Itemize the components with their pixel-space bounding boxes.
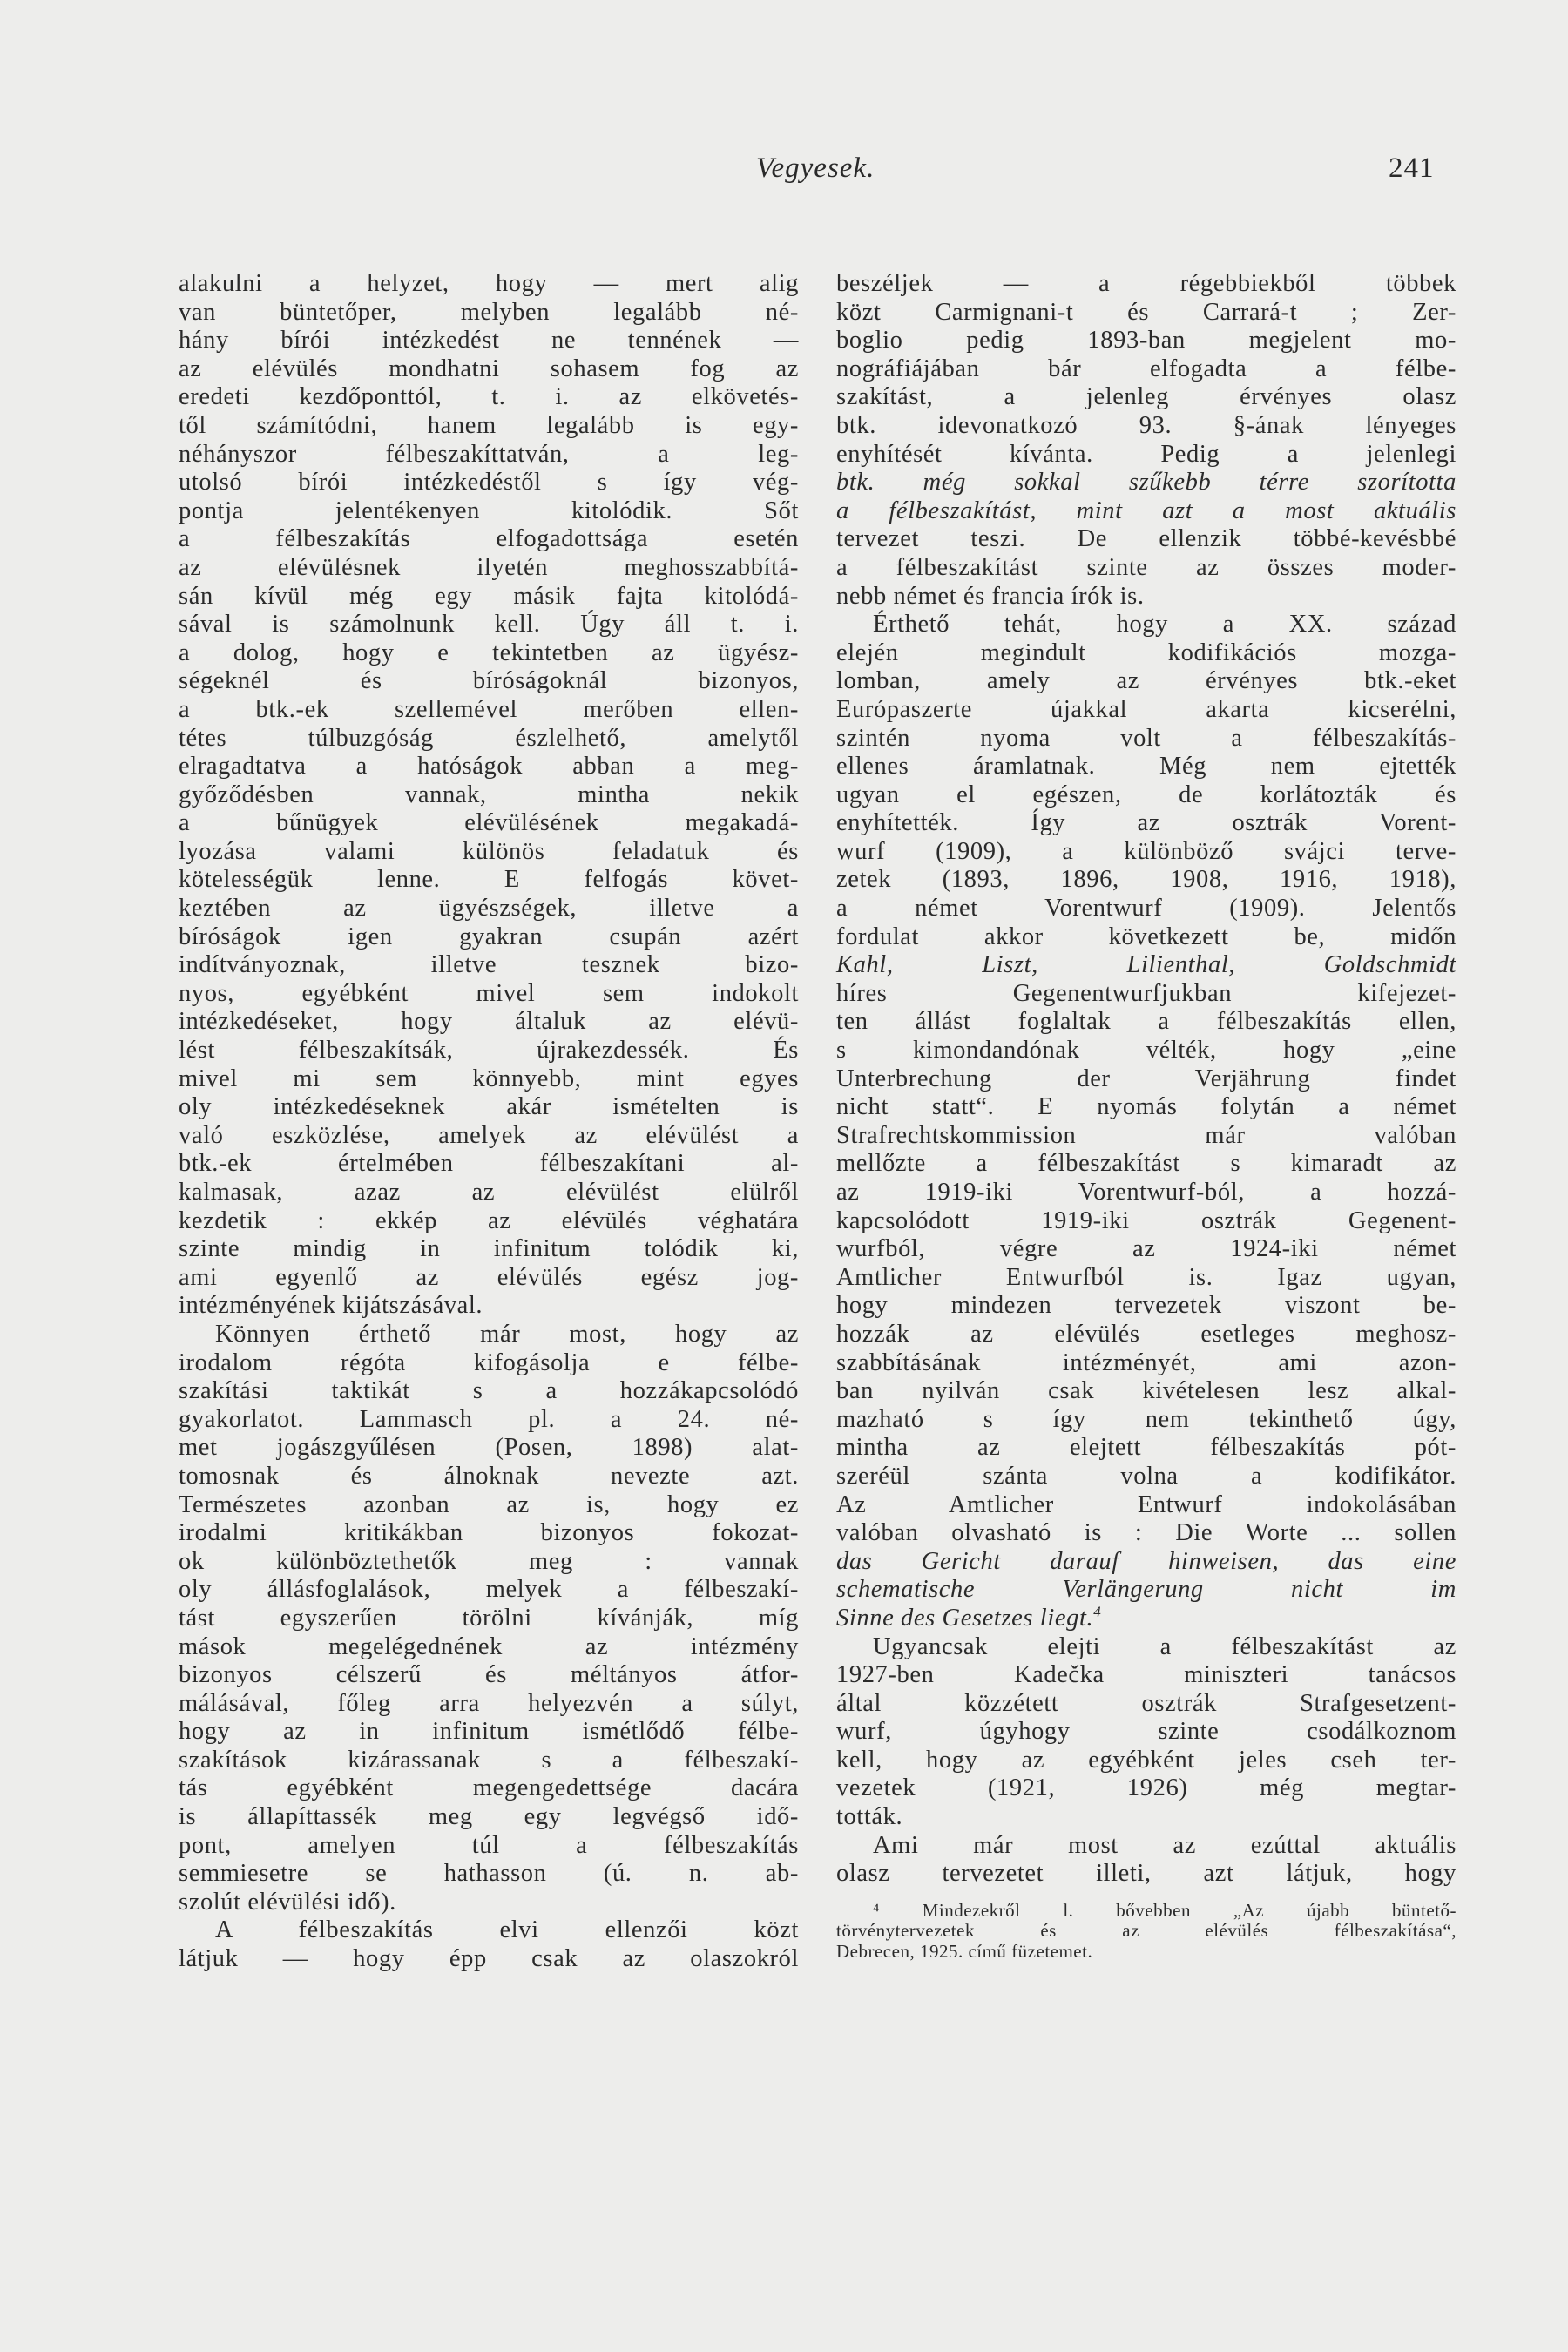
- text-line: indítványoznak, illetve tesznek bizo-: [179, 951, 799, 979]
- text-line: fordulat akkor következett be, midőn: [836, 923, 1456, 950]
- text-line-italic: [836, 1605, 1456, 1633]
- text-line-italic: das Gericht darauf hinweisen, das eine: [836, 1547, 1456, 1575]
- text-line: a bűnügyek elévülésének megakadá-: [179, 809, 799, 837]
- text-line: tás egyébként megengedettsége dacára: [179, 1774, 799, 1802]
- running-title: Vegyesek.: [756, 152, 875, 184]
- text-line: tétes túlbuzgóság észlelhető, amelytől: [179, 724, 799, 752]
- text-line: enyhítették. Így az osztrák Vorent-: [836, 809, 1456, 837]
- text-line: olasz tervezetet illeti, azt látjuk, hogy: [836, 1860, 1456, 1888]
- text-line: bíróságok igen gyakran csupán azért: [179, 923, 799, 950]
- text-line: a dolog, hogy e tekintetben az ügyész-: [179, 639, 799, 666]
- text-line: málásával, főleg arra helyezvén a súlyt,: [179, 1689, 799, 1717]
- footnote-line: ⁴ Mindezekről l. bővebben „Az újabb büntető-: [873, 1899, 1456, 1921]
- text-line: zetek (1893, 1896, 1908, 1916, 1918),: [836, 866, 1456, 894]
- text-line: a btk.-ek szellemével merőben ellen-: [179, 695, 799, 723]
- text-line: az elévülésnek ilyetén meghosszabbítá-: [179, 553, 799, 581]
- text-line: mellőzte a félbeszakítást s kimaradt az: [836, 1150, 1456, 1178]
- text-line: mivel mi sem könnyebb, mint egyes: [179, 1064, 799, 1092]
- text-line: hogy az in infinitum ismétlődő félbe-: [179, 1718, 799, 1746]
- text-line: szakítást, a jelenleg érvényes olasz: [836, 383, 1456, 411]
- text-line: által közzétett osztrák Strafgesetzent-: [836, 1689, 1456, 1717]
- text-line: vezetek (1921, 1926) még megtar-: [836, 1774, 1456, 1802]
- text-line: keztében az ügyészségek, illetve a: [179, 895, 799, 923]
- text-line: intézményének kijátszásával.: [179, 1292, 483, 1320]
- text-line: hozzák az elévülés esetleges meghosz-: [836, 1320, 1456, 1348]
- text-line: elragadtatva a hatóságok abban a meg-: [179, 753, 799, 781]
- text-line: a félbeszakítást szinte az összes moder-: [836, 553, 1456, 581]
- text-line: is állapíttassék meg egy legvégső idő-: [179, 1803, 799, 1831]
- text-line: szinte mindig in infinitum tolódik ki,: [179, 1235, 799, 1263]
- text-line: a félbeszakítás elfogadottsága esetén: [179, 525, 799, 553]
- text-line: btk. idevonatkozó 93. §-ának lényeges: [836, 411, 1456, 439]
- text-line: Ami már most az ezúttal aktuális: [873, 1831, 1456, 1859]
- text-line: hány bírói intézkedést ne tennének —: [179, 327, 799, 355]
- text-line: semmiesetre se hathasson (ú. n. ab-: [179, 1860, 799, 1888]
- text-line: eredeti kezdőponttól, t. i. az elkövetés-: [179, 383, 799, 411]
- text-line: lést félbeszakítsák, újrakezdessék. És: [179, 1037, 799, 1064]
- text-line: boglio pedig 1893-ban megjelent mo-: [836, 327, 1456, 355]
- text-line: látjuk — hogy épp csak az olaszokról: [179, 1945, 799, 1973]
- text-line: ok különböztethetők meg : vannak: [179, 1547, 799, 1575]
- text-line: wurf, úgyhogy szinte csodálkoznom: [836, 1718, 1456, 1746]
- text-line: hogy mindezen tervezetek viszont be-: [836, 1292, 1456, 1320]
- text-line: wurfból, végre az 1924-iki német: [836, 1235, 1456, 1263]
- text-line: kezdetik : ekkép az elévülés véghatára: [179, 1206, 799, 1234]
- text-line: van büntetőper, melyben legalább né-: [179, 298, 799, 326]
- text-line: intézkedéseket, hogy általuk az elévü-: [179, 1008, 799, 1036]
- text-line: sán kívül még egy másik fajta kitolódá-: [179, 582, 799, 610]
- left-text-column: [179, 270, 799, 1974]
- text-line: ten állást foglaltak a félbeszakítás ellen,: [836, 1008, 1456, 1036]
- text-line: Könnyen érthető már most, hogy az: [215, 1320, 799, 1348]
- text-line: 1927-ben Kadečka miniszteri tanácsos: [836, 1661, 1456, 1689]
- text-line: Amtlicher Entwurfból is. Igaz ugyan,: [836, 1263, 1456, 1291]
- text-line: Érthető tehát, hogy a XX. század: [873, 611, 1456, 639]
- text-line: híres Gegenentwurfjukban kifejezet-: [836, 979, 1456, 1007]
- text-line: mintha az elejtett félbeszakítás pót-: [836, 1434, 1456, 1462]
- text-line: met jogászgyűlésen (Posen, 1898) alat-: [179, 1434, 799, 1462]
- text-line: elején megindult kodifikációs mozga-: [836, 639, 1456, 666]
- footnote-line: Debrecen, 1925. című füzetemet.: [836, 1940, 1093, 1962]
- text-line: ami egyenlő az elévülés egész jog-: [179, 1263, 799, 1291]
- text-line: irodalom régóta kifogásolja e félbe-: [179, 1348, 799, 1376]
- text-line: ellenes áramlatnak. Még nem ejtették: [836, 753, 1456, 781]
- text-line: közt Carmignani-t és Carrará-t ; Zer-: [836, 298, 1456, 326]
- page-number: 241: [1389, 152, 1435, 184]
- footnote: [836, 1901, 1456, 1963]
- text-line: sával is számolnunk kell. Úgy áll t. i.: [179, 611, 799, 639]
- text-line: tervezet teszi. De ellenzik többé-kevésbbé: [836, 525, 1456, 553]
- text-line: szakítások kizárassanak s a félbeszakí-: [179, 1746, 799, 1774]
- text-line: beszéljek — a régebbiekből többek: [836, 270, 1456, 297]
- text-line: tották.: [836, 1803, 903, 1831]
- text-line: utolsó bírói intézkedéstől s így vég-: [179, 469, 799, 497]
- text-line: kapcsolódott 1919-iki osztrák Gegenent-: [836, 1206, 1456, 1234]
- text-line: ségeknél és bíróságoknál bizonyos,: [179, 667, 799, 695]
- text-line: lyozása valami különös feladatuk és: [179, 837, 799, 865]
- running-header: [0, 152, 1568, 196]
- text-line: nyos, egyébként mivel sem indokolt: [179, 979, 799, 1007]
- text-line: nicht statt“. E nyomás folytán a német: [836, 1093, 1456, 1121]
- text-line-italic: btk. még sokkal szűkebb térre szorította: [836, 469, 1456, 497]
- footnote-line: törvénytervezetek és az elévülés félbeszakítása“,: [836, 1920, 1456, 1942]
- text-line: wurf (1909), a különböző svájci terve-: [836, 837, 1456, 865]
- text-line: az elévülés mondhatni sohasem fog az: [179, 355, 799, 382]
- text-line: Unterbrechung der Verjährung findet: [836, 1064, 1456, 1092]
- text-line: tomosnak és álnoknak nevezte azt.: [179, 1462, 799, 1490]
- text-line: bizonyos célszerű és méltányos átfor-: [179, 1661, 799, 1689]
- text-line: alakulni a helyzet, hogy — mert alig: [179, 270, 799, 297]
- right-text-column: [836, 270, 1456, 1962]
- text-line: tást egyszerűen törölni kívánják, míg: [179, 1604, 799, 1632]
- text-line: kalmasak, azaz az elévülést elülről: [179, 1179, 799, 1206]
- text-line: A félbeszakítás elvi ellenzői közt: [215, 1916, 799, 1944]
- text-line: kötelességük lenne. E felfogás követ-: [179, 866, 799, 894]
- text-line: szolút elévülési idő).: [179, 1888, 396, 1916]
- text-line: szabbításának intézményét, ami azon-: [836, 1348, 1456, 1376]
- text-line: nográfiájában bár elfogadta a félbe-: [836, 355, 1456, 382]
- text-line-italic: a félbeszakítást, mint azt a most aktuális: [836, 497, 1456, 524]
- text-line: Természetes azonban az is, hogy ez: [179, 1490, 799, 1518]
- text-line: enyhítését kívánta. Pedig a jelenlegi: [836, 440, 1456, 468]
- text-line: való eszközlése, amelyek az elévülést a: [179, 1121, 799, 1149]
- text-fragment: Sinne des Gesetzes liegt.: [836, 1604, 1094, 1632]
- text-line: gyakorlatot. Lammasch pl. a 24. né-: [179, 1405, 799, 1433]
- text-line: irodalmi kritikákban bizonyos fokozat-: [179, 1519, 799, 1547]
- text-line: lomban, amely az érvényes btk.-eket: [836, 667, 1456, 695]
- text-line: oly állásfoglalások, melyek a félbeszakí-: [179, 1576, 799, 1604]
- text-line-italic: schematische Verlängerung nicht im: [836, 1576, 1456, 1604]
- text-line: a német Vorentwurf (1909). Jelentős: [836, 895, 1456, 923]
- text-line: nebb német és francia írók is.: [836, 582, 1145, 610]
- text-line: valóban olvasható is : Die Worte ... sollen: [836, 1519, 1456, 1547]
- text-line: s kimondandónak vélték, hogy „eine: [836, 1037, 1456, 1064]
- text-line: szeréül szánta volna a kodifikátor.: [836, 1462, 1456, 1490]
- text-line: től számítódni, hanem legalább is egy-: [179, 411, 799, 439]
- text-line: Európaszerte újakkal akarta kicserélni,: [836, 695, 1456, 723]
- text-line: mások megelégednének az intézmény: [179, 1632, 799, 1660]
- text-line: néhányszor félbeszakíttatván, a leg-: [179, 440, 799, 468]
- text-line: szakítási taktikát s a hozzákapcsolódó: [179, 1377, 799, 1405]
- text-line: győződésben vannak, mintha nekik: [179, 781, 799, 808]
- footnote-ref: 4: [1093, 1603, 1102, 1620]
- text-line: oly intézkedéseknek akár ismételten is: [179, 1093, 799, 1121]
- text-line: pontja jelentékenyen kitolódik. Sőt: [179, 497, 799, 524]
- text-line: szintén nyoma volt a félbeszakítás-: [836, 724, 1456, 752]
- text-line: btk.-ek értelmében félbeszakítani al-: [179, 1150, 799, 1178]
- text-line: mazható s így nem tekinthető úgy,: [836, 1405, 1456, 1433]
- text-line: pont, amelyen túl a félbeszakítás: [179, 1831, 799, 1859]
- text-line: kell, hogy az egyébként jeles cseh ter-: [836, 1746, 1456, 1774]
- text-line: ugyan el egészen, de korlátozták és: [836, 781, 1456, 808]
- text-line: ban nyilván csak kivételesen lesz alkal-: [836, 1377, 1456, 1405]
- text-line: Az Amtlicher Entwurf indokolásában: [836, 1490, 1456, 1518]
- text-line: Ugyancsak elejti a félbeszakítást az: [873, 1632, 1456, 1660]
- text-line: az 1919-iki Vorentwurf-ból, a hozzá-: [836, 1179, 1456, 1206]
- text-line: Strafrechtskommission már valóban: [836, 1121, 1456, 1149]
- text-line-italic: Kahl, Liszt, Lilienthal, Goldschmidt: [836, 951, 1456, 979]
